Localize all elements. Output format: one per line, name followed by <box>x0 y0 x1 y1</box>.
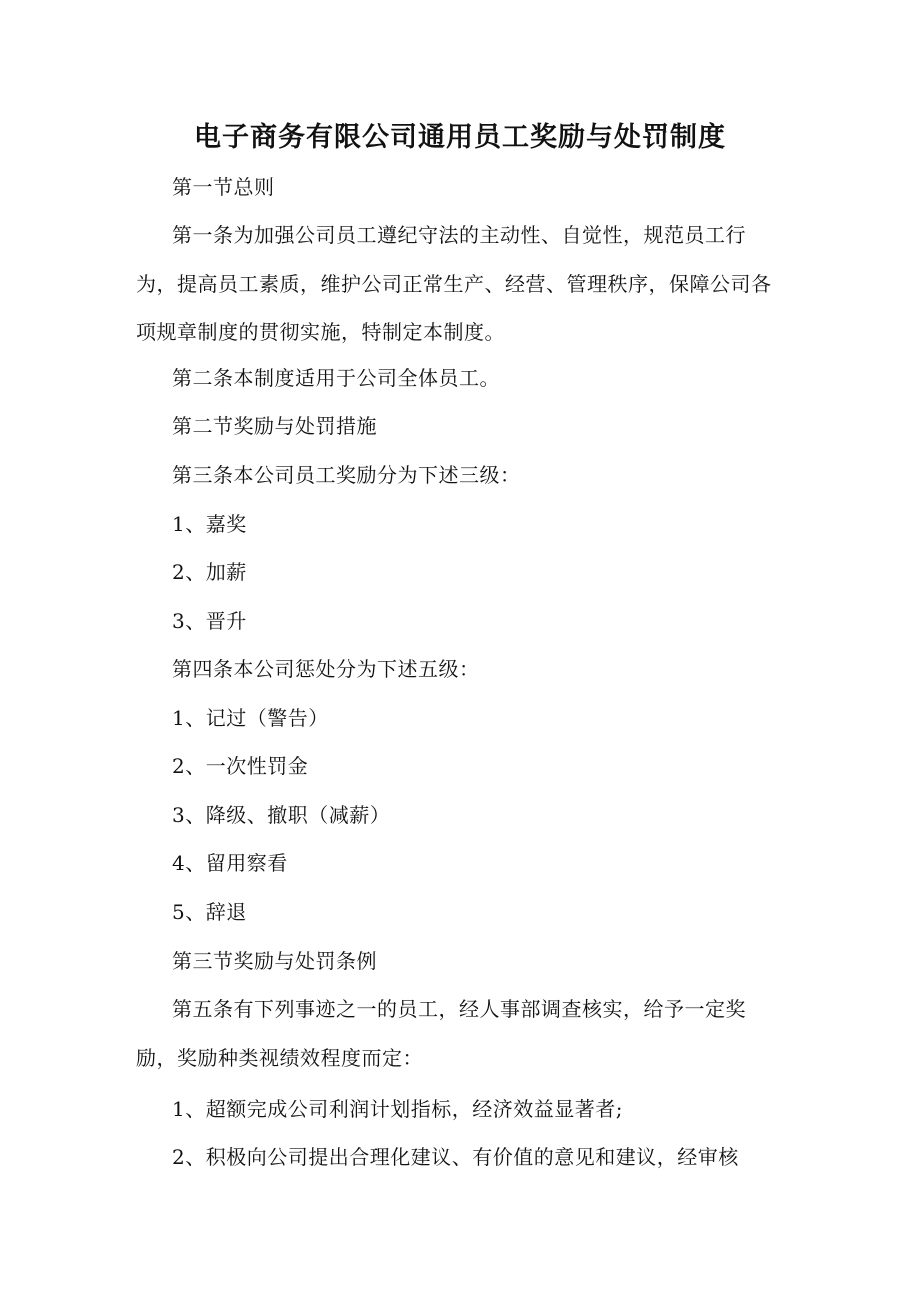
article-5-item: 2、积极向公司提出合理化建议、有价值的意见和建议，经审核 <box>172 1145 739 1169</box>
reward-item: 2、加薪 <box>172 560 247 584</box>
article-3: 第三条本公司员工奖励分为下述三级： <box>172 463 521 487</box>
reward-item: 3、晋升 <box>172 609 247 633</box>
punishment-item: 3、降级、撤职（减薪） <box>172 803 391 827</box>
punishment-item: 1、记过（警告） <box>172 706 329 730</box>
article-2: 第二条本制度适用于公司全体员工。 <box>172 366 500 390</box>
section-heading-measures: 第二节奖励与处罚措施 <box>172 414 377 438</box>
section-heading-regulations: 第三节奖励与处罚条例 <box>172 949 377 973</box>
punishment-item: 4、留用察看 <box>172 851 288 875</box>
section-heading-general: 第一节总则 <box>172 175 275 199</box>
article-4: 第四条本公司惩处分为下述五级： <box>172 657 480 681</box>
document-title: 电子商务有限公司通用员工奖励与处罚制度 <box>194 122 726 153</box>
article-1: 第一条为加强公司员工遵纪守法的主动性、自觉性，规范员工行为，提高员工素质，维护公司正常生产、经营、管理秩序，保障公司各项规章制度的贯彻实施，特制定本制度。 <box>136 223 772 344</box>
punishment-item: 5、辞退 <box>172 900 247 924</box>
punishment-item: 2、一次性罚金 <box>172 754 309 778</box>
reward-item: 1、嘉奖 <box>172 512 247 536</box>
article-5-item: 1、超额完成公司利润计划指标，经济效益显著者; <box>172 1097 623 1121</box>
article-5: 第五条有下列事迹之一的员工，经人事部调查核实，给予一定奖励，奖励种类视绩效程度而定： <box>136 997 746 1070</box>
